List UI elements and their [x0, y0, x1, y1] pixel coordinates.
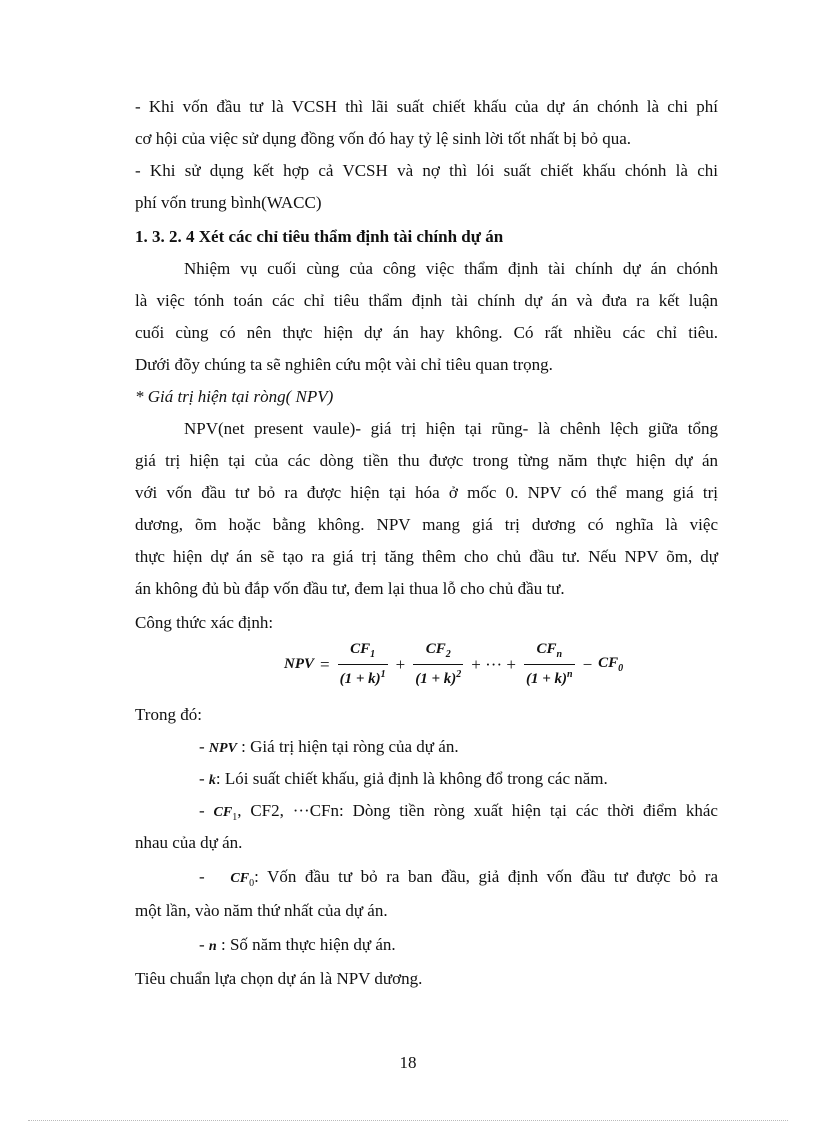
term-n-numerator: CF: [536, 641, 557, 657]
text-line: NPV(net present vaule)- giá trị hiện tại rũng- là chênh lệch giữa tổng: [184, 419, 718, 438]
text-line: - Khi sử dụng kết hợp cả VCSH và nợ thì lói suất chiết khấu chónh là chi: [135, 161, 718, 180]
text-line: phí vốn trung bình(WACC): [135, 193, 322, 212]
def-text: : Số năm thực hiện dự án.: [216, 935, 396, 954]
text-line: - Khi vốn đầu tư là VCSH thì lãi suất chiết khấu của dự án chónh là chi phí: [135, 97, 718, 116]
def-prefix: -: [199, 801, 214, 820]
def-symbol: n: [208, 939, 217, 954]
term-2-sub: 2: [445, 649, 451, 660]
text-line: với vốn đầu tư bỏ ra được hiện tại hóa ở mốc 0. NPV có thể mang giá trị: [135, 483, 718, 502]
term-n-exp: n: [567, 669, 573, 680]
text-line: Dưới đõy chúng ta sẽ nghiên cứu một vài chỉ tiêu quan trọng.: [135, 355, 553, 374]
term-1-sub: 1: [370, 649, 376, 660]
text-line: án không đủ bù đắp vốn đầu tư, đem lại thua lỗ cho chủ đầu tư.: [135, 579, 565, 598]
formula-plus: +: [395, 654, 406, 674]
def-text: : Giá trị hiện tại ròng của dự án.: [236, 737, 459, 756]
definition-item: [199, 800, 718, 829]
definition-item: [199, 736, 718, 760]
def-prefix: -: [199, 935, 209, 954]
def-text: , CF2, ···CFn: Dòng tiền ròng xuất hiện tại các thời điểm khác: [237, 801, 718, 820]
text-line: giá trị hiện tại của các dòng tiền thu được trong từng năm thực hiện dự án: [135, 451, 718, 470]
formula-cf0: CF: [598, 655, 619, 671]
term-2-exp: 2: [456, 669, 462, 680]
def-symbol: CF: [230, 871, 250, 886]
term-1-denominator: (1 + k): [339, 671, 381, 687]
section-heading: 1. 3. 2. 4 Xét các chỉ tiêu thẩm định tài chính dự án: [135, 227, 504, 246]
text-line: thực hiện dự án sẽ tạo ra giá trị tăng thêm cho chủ đầu tư. Nếu NPV õm, dự: [135, 547, 718, 566]
definition-cont: nhau của dự án.: [135, 833, 243, 852]
term-1-numerator: CF: [350, 641, 371, 657]
conclusion-line: Tiêu chuẩn lựa chọn dự án là NPV dương.: [135, 969, 423, 988]
text-line: Nhiệm vụ cuối cùng của công việc thẩm định tài chính dự án chónh: [184, 259, 718, 278]
def-sub: 1: [232, 812, 238, 823]
subsection-heading: * Giá trị hiện tại ròng( NPV): [135, 387, 334, 406]
formula-equals: =: [320, 654, 330, 674]
term-1-exp: 1: [380, 669, 386, 680]
def-prefix: -: [199, 737, 209, 756]
text-line: là việc tónh toán các chỉ tiêu thẩm định tài chính dự án và đưa ra kết luận: [135, 291, 718, 310]
definition-cont: một lần, vào năm thứ nhất của dự án.: [135, 901, 388, 920]
text-line: cơ hội của việc sử dụng đồng vốn đó hay tỷ lệ sinh lời tốt nhất bị bỏ qua.: [135, 129, 632, 148]
formula-minus: −: [582, 654, 593, 674]
term-n-sub: n: [556, 649, 563, 660]
formula-lhs: NPV: [284, 656, 314, 672]
def-symbol: NPV: [208, 741, 237, 756]
text-line: cuối cùng có nên thực hiện dự án hay không. Có rất nhiều các chỉ tiêu.: [135, 323, 718, 342]
formula-term-1: [338, 640, 388, 689]
def-symbol: k: [208, 773, 216, 788]
term-2-numerator: CF: [425, 641, 446, 657]
formula-term-n: [524, 640, 575, 689]
def-prefix: -: [199, 769, 209, 788]
def-text: : Vốn đầu tư bỏ ra ban đầu, giả định vốn đầu tư được bỏ ra: [254, 867, 718, 886]
definition-item: [199, 866, 718, 895]
npv-formula: [284, 640, 624, 690]
term-2-denominator: (1 + k): [415, 671, 457, 687]
formula-dots: + ··· +: [471, 654, 516, 674]
def-sub: 0: [249, 878, 255, 889]
definition-item: [199, 934, 718, 958]
trong-do-label: Trong đó:: [135, 705, 202, 724]
def-symbol: CF: [213, 805, 233, 820]
def-text: : Lói suất chiết khấu, giả định là không đổ trong các năm.: [215, 769, 608, 788]
formula-cf0-sub: 0: [618, 663, 624, 674]
text-line: dương, õm hoặc bằng không. NPV mang giá trị dương có nghĩa là việc: [135, 515, 718, 534]
term-n-denominator: (1 + k): [525, 671, 567, 687]
definition-item: [199, 768, 718, 792]
page-number: 18: [399, 1053, 417, 1072]
def-prefix: -: [199, 867, 231, 886]
page-bottom-divider: [28, 1120, 788, 1121]
formula-term-2: [413, 640, 463, 689]
text-line: Công thức xác định:: [135, 613, 274, 632]
